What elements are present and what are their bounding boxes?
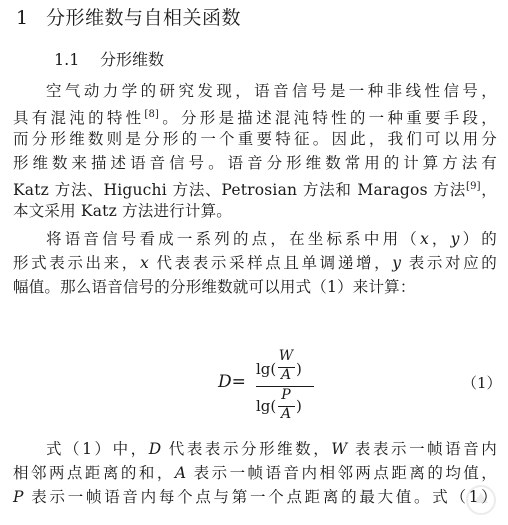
- text-run: 。分形是描述混沌特性的一种重要手段，: [159, 109, 497, 127]
- numerator-top: W: [278, 348, 294, 364]
- paragraph1-line3: 而分形维数则是分形的一个重要特征。因此，我们可以用分: [13, 130, 497, 148]
- citation-8: [8]: [144, 109, 160, 120]
- paragraph3-line3: [13, 486, 497, 508]
- section-title: 分形维数与自相关函数: [46, 7, 242, 29]
- paragraph1-line1: 空气动力学的研究发现，语音信号是一种非线性信号，: [46, 82, 497, 100]
- paragraph1-line4: 形维数来描述语音信号。语音分形维数常用的计算方法有: [13, 154, 497, 172]
- equation-number: （1）: [462, 374, 502, 392]
- text-run: 表表示一帧语音内: [347, 440, 497, 458]
- text-run: 表示一帧语音内每个点与第一个点距离的最大值。式（1）: [23, 488, 497, 506]
- text-run: ）的: [459, 230, 497, 248]
- equation-fraction: [256, 350, 314, 426]
- text-run: 表示对应的: [401, 254, 497, 272]
- text-run: 代表表示采样点且单调递增，: [148, 254, 393, 272]
- var-A: A: [174, 464, 187, 482]
- watermark-icon: [464, 483, 498, 517]
- section-heading: [16, 5, 241, 31]
- subsection-heading: [54, 49, 164, 71]
- var-y: y: [392, 254, 402, 272]
- text-run: 相邻两点距离的和，: [13, 464, 175, 482]
- text-run: 将语音信号看成一系列的点，在坐标系中用（: [46, 230, 420, 248]
- equation-1: [0, 348, 508, 428]
- var-x: x: [419, 230, 429, 248]
- section-number: 1: [16, 7, 29, 29]
- numerator-close: ): [296, 360, 302, 378]
- citation-9: [9]: [465, 181, 481, 192]
- denominator-top: P: [281, 387, 291, 403]
- text-run: ，: [428, 230, 451, 248]
- denominator-lg: lg(: [256, 397, 277, 415]
- var-P: P: [13, 488, 24, 506]
- paragraph3-line1: [46, 438, 497, 460]
- numerator-lg: lg(: [256, 360, 277, 378]
- numerator-bottom: A: [280, 367, 292, 383]
- var-x: x: [139, 254, 149, 272]
- subsection-number: 1.1: [54, 50, 80, 69]
- paragraph2-line2: [13, 252, 497, 274]
- denominator-close: ): [296, 397, 302, 415]
- var-W: W: [331, 440, 348, 458]
- paragraph1-line5: [13, 176, 497, 201]
- paragraph1-line6: 本文采用 Katz 方法进行计算。: [13, 202, 232, 220]
- text-run: 形式表示出来，: [13, 254, 140, 272]
- text-run: 代表表示分形维数，: [161, 440, 332, 458]
- text-run: 具有混沌的特性: [13, 109, 145, 127]
- equation-lhs: D=: [218, 372, 246, 392]
- var-y: y: [450, 230, 460, 248]
- text-run: 式（1）中，: [46, 440, 149, 458]
- text-run: ，: [480, 181, 497, 199]
- paragraph2-line1: [46, 228, 497, 250]
- text-run: Katz 方法、Higuchi 方法、Petrosian 方法和 Maragos 方法: [13, 181, 466, 199]
- paragraph3-line2: [13, 462, 497, 484]
- paragraph2-line3: 幅值。那么语音信号的分形维数就可以用式（1）来计算：: [13, 278, 416, 296]
- denominator-bottom: A: [280, 406, 292, 422]
- text-run: 表示一帧语音内相邻两点距离的均值，: [186, 464, 497, 482]
- subsection-title: 分形维数: [100, 50, 165, 69]
- paragraph1-line2: [13, 104, 497, 129]
- var-D: D: [148, 440, 162, 458]
